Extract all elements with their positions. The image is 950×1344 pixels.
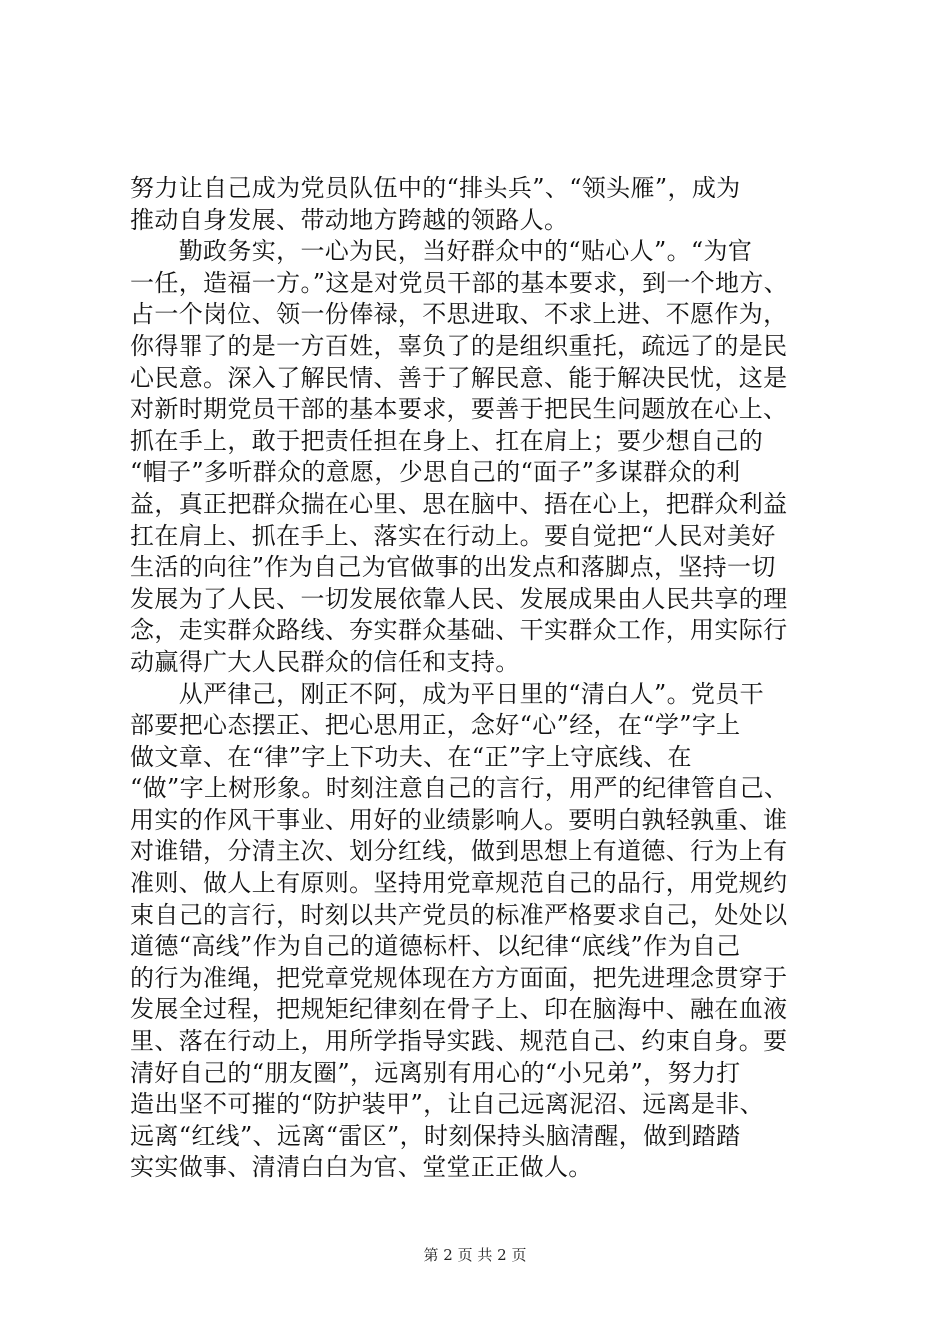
- text-line: 准则、做人上有原则。坚持用党章规范自己的品行，用党规约: [130, 869, 788, 898]
- text-line: 努力让自己成为党员队伍中的“排头兵”、“领头雁”，成为: [130, 174, 741, 202]
- text-line: 益，真正把群众揣在心里、思在脑中、捂在心上，把群众利益: [130, 489, 788, 518]
- text-line: 束自己的言行，时刻以共产党员的标准严格要求自己，处处以: [130, 900, 788, 929]
- text-line: 的行为准绳，把党章党规体现在方方面面，把先进理念贯穿于: [130, 963, 788, 992]
- text-line: 里、落在行动上，用所学指导实践、规范自己、约束自身。要: [130, 1027, 788, 1056]
- text-line: 道德“高线”作为自己的道德标杆、以纪律“底线”作为自己: [130, 932, 741, 961]
- text-line: 抓在手上，敢于把责任担在身上、扛在肩上；要少想自己的: [130, 426, 764, 455]
- text-line: 占一个岗位、领一份俸禄，不思进取、不求上进、不愿作为，: [130, 300, 788, 329]
- text-line: 心民意。深入了解民情、善于了解民意、能于解决民忧，这是: [130, 363, 788, 392]
- text-line: 对谁错，分清主次、划分红线，做到思想上有道德、行为上有: [130, 837, 788, 866]
- text-line: 发展为了人民、一切发展依靠人民、发展成果由人民共享的理: [130, 584, 788, 613]
- page-footer: 第 2 页 共 2 页: [423, 1246, 527, 1264]
- text-line: 你得罪了的是一方百姓，辜负了的是组织重托，疏远了的是民: [130, 331, 788, 360]
- text-line: 清好自己的“朋友圈”，远离别有用心的“小兄弟”，努力打: [130, 1058, 741, 1087]
- text-line: 念，走实群众路线、夯实群众基础、干实群众工作，用实际行: [130, 616, 788, 645]
- text-line: 部要把心态摆正、把心思用正，念好“心”经，在“学”字上: [130, 711, 741, 740]
- text-line: 用实的作风干事业、用好的业绩影响人。要明白孰轻孰重、谁: [130, 805, 788, 834]
- text-line: 生活的向往”作为自己为官做事的出发点和落脚点，坚持一切: [130, 553, 776, 582]
- text-line: 远离“红线”、远离“雷区”，时刻保持头脑清醒，做到踏踏: [130, 1121, 741, 1150]
- text-line: 一任，造福一方。”这是对党员干部的基本要求，到一个地方、: [130, 268, 789, 297]
- text-line: 扛在肩上、抓在手上、落实在行动上。要自觉把“人民对美好: [130, 521, 776, 550]
- document-body: [130, 173, 830, 1184]
- text-line: 勤政务实，一心为民，当好群众中的“贴心人”。“为官: [130, 237, 753, 266]
- text-line: 造出坚不可摧的“防护装甲”，让自己远离泥沼、远离是非、: [130, 1090, 764, 1119]
- text-line: 发展全过程，把规矩纪律刻在骨子上、印在脑海中、融在血液: [130, 995, 788, 1024]
- text-line: 从严律己，刚正不阿，成为平日里的“清白人”。党员干: [130, 679, 764, 708]
- text-line: 对新时期党员干部的基本要求，要善于把民生问题放在心上、: [130, 395, 788, 424]
- text-line: 做文章、在“律”字上下功夫、在“正”字上守底线、在: [130, 742, 692, 771]
- text-line: “做”字上树形象。时刻注意自己的言行，用严的纪律管自己、: [130, 774, 789, 803]
- text-line: “帽子”多听群众的意愿，少思自己的“面子”多谋群众的利: [130, 458, 741, 487]
- text-line: 推动自身发展、带动地方跨越的领路人。: [130, 205, 569, 234]
- text-line: 实实做事、清清白白为官、堂堂正正做人。: [130, 1153, 593, 1182]
- text-line: 动赢得广大人民群众的信任和支持。: [130, 647, 520, 676]
